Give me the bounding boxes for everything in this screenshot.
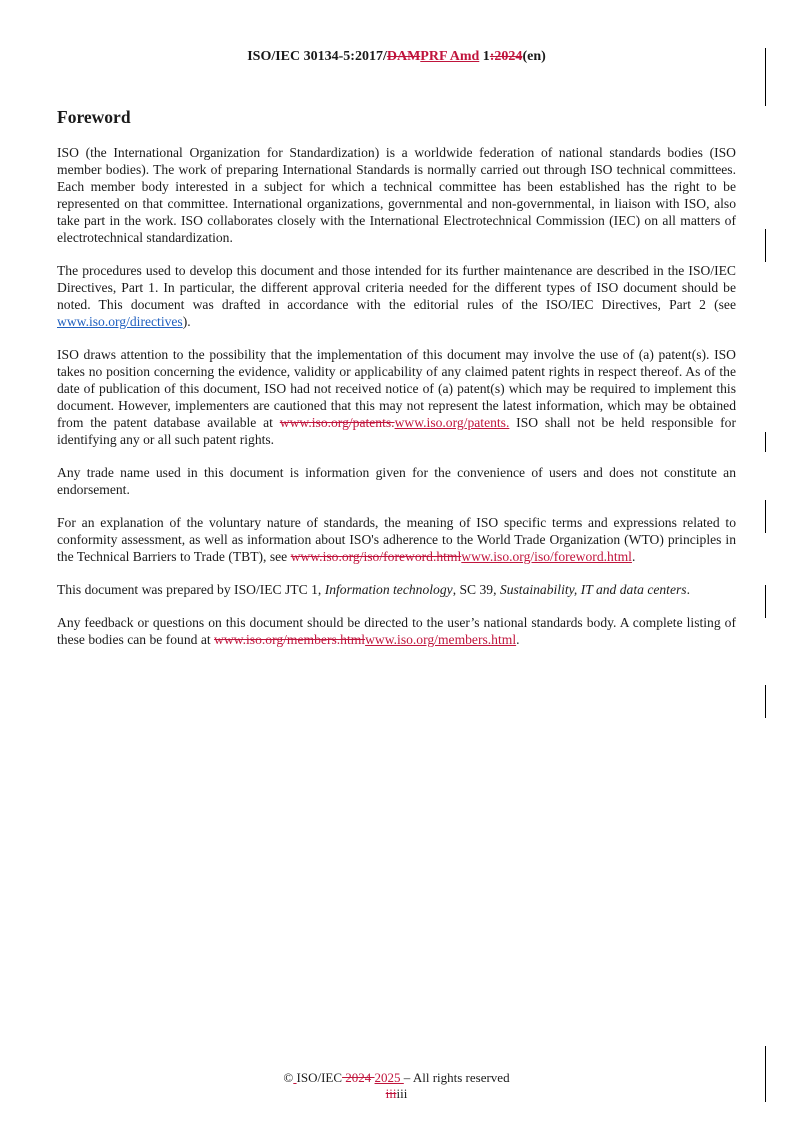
- text-run: .: [516, 632, 520, 647]
- document-header: [0, 49, 793, 65]
- text-run: Any trade name used in this document is information given for the convenience of users and does not constitute an endorsement.: [57, 465, 736, 497]
- text-run: ISO/IEC: [296, 1070, 343, 1085]
- text-run: ISO draws attention to the possibility that the implementation of this document may involve the use of (a) patent(s). ISO takes no position concerning the evidence, validity or applicability of any claimed patent rights in respect thereof. As of the date of publication of this document, ISO had not received notice of (a) patent(s) which may be required to implement this document. However, implementers are cautioned that this may not represent the latest information, which may be obtained from the patent database available at: [57, 347, 736, 430]
- inserted-text: 2025: [374, 1070, 404, 1085]
- section-title: Foreword: [57, 107, 131, 127]
- change-bar: [765, 1046, 766, 1102]
- deleted-text: :2024: [489, 49, 523, 64]
- inserted-text[interactable]: www.iso.org/members.html: [365, 632, 517, 647]
- change-bar: [765, 432, 766, 452]
- paragraph: [57, 614, 736, 648]
- paragraph: [57, 144, 736, 246]
- inserted-text[interactable]: www.iso.org/iso/foreword.html: [461, 549, 632, 564]
- text-run: (en): [522, 49, 546, 64]
- text-run: .: [631, 549, 636, 564]
- text-run: This document was prepared by ISO/IEC JTC 1,: [57, 582, 325, 597]
- page-number: [0, 1086, 793, 1102]
- text-run: The procedures used to develop this document and those intended for its further maintenance are described in the ISO/IEC Directives, Part 1. In particular, the different approval criteria needed for the different types of ISO document should be noted. This document was drafted in accordance with the editorial rules of the ISO/IEC Directives, Part 2 (see: [57, 263, 736, 312]
- inserted-text: PRF Amd: [420, 49, 480, 64]
- change-bar: [765, 48, 766, 106]
- text-run: ISO/IEC 30134-5:2017/: [247, 49, 387, 64]
- text-run: .: [686, 582, 690, 597]
- deleted-text: iii: [385, 1086, 397, 1101]
- text-run: ISO shall not be held responsible for identifying any or all such patent rights.: [57, 415, 736, 447]
- text-run: 1: [479, 49, 490, 64]
- link[interactable]: www.iso.org/directives: [57, 314, 183, 329]
- paragraph: [57, 346, 736, 448]
- text-run: ).: [182, 314, 191, 329]
- text-run: For an explanation of the voluntary nature of standards, the meaning of ISO specific terms and expressions related to conformity assessment, as well as information about ISO's adherence to the World Trade Organization (WTO) principles in the Technical Barriers to Trade (TBT), see: [57, 515, 736, 564]
- text-run: ISO (the International Organization for Standardization) is a worldwide federation of national standards bodies (ISO member bodies). The work of preparing International Standards is normally carried out through ISO technical committees. Each member body interested in a subject for which a technical committee has been established has the right to be represented on that committee. International organizations, governmental and non-governmental, in liaison with ISO, also take part in the work. ISO collaborates closely with the International Electrotechnical Commission (IEC) on all matters of electrotechnical standardization.: [57, 145, 736, 245]
- change-bar: [765, 500, 766, 533]
- copyright-line: [0, 1070, 793, 1086]
- deleted-text: DAM: [386, 49, 421, 64]
- text-run: , SC 39,: [452, 582, 500, 597]
- text-run: ©: [283, 1070, 294, 1085]
- paragraph: [57, 581, 736, 598]
- foreword-body: [57, 144, 736, 664]
- deleted-text[interactable]: www.iso.org/members.html: [214, 632, 366, 647]
- paragraph: [57, 514, 736, 565]
- deleted-text: 2024: [342, 1070, 375, 1085]
- deleted-text[interactable]: www.iso.org/patents.: [279, 415, 395, 430]
- deleted-text[interactable]: www.iso.org/iso/foreword.html: [290, 549, 462, 564]
- paragraph: [57, 262, 736, 330]
- change-bar: [765, 685, 766, 718]
- italic-text: Sustainability, IT and data centers: [499, 582, 687, 597]
- change-bar: [765, 229, 766, 262]
- text-run: – All rights reserved: [403, 1070, 510, 1085]
- inserted-text[interactable]: www.iso.org/patents.: [394, 415, 510, 430]
- italic-text: Information technology: [324, 582, 453, 597]
- text-run: Any feedback or questions on this document should be directed to the user’s national standards body. A complete listing of these bodies can be found at: [57, 615, 736, 647]
- text-run: iii: [396, 1086, 408, 1101]
- page-footer: [0, 1070, 793, 1102]
- change-bar: [765, 585, 766, 618]
- paragraph: [57, 464, 736, 498]
